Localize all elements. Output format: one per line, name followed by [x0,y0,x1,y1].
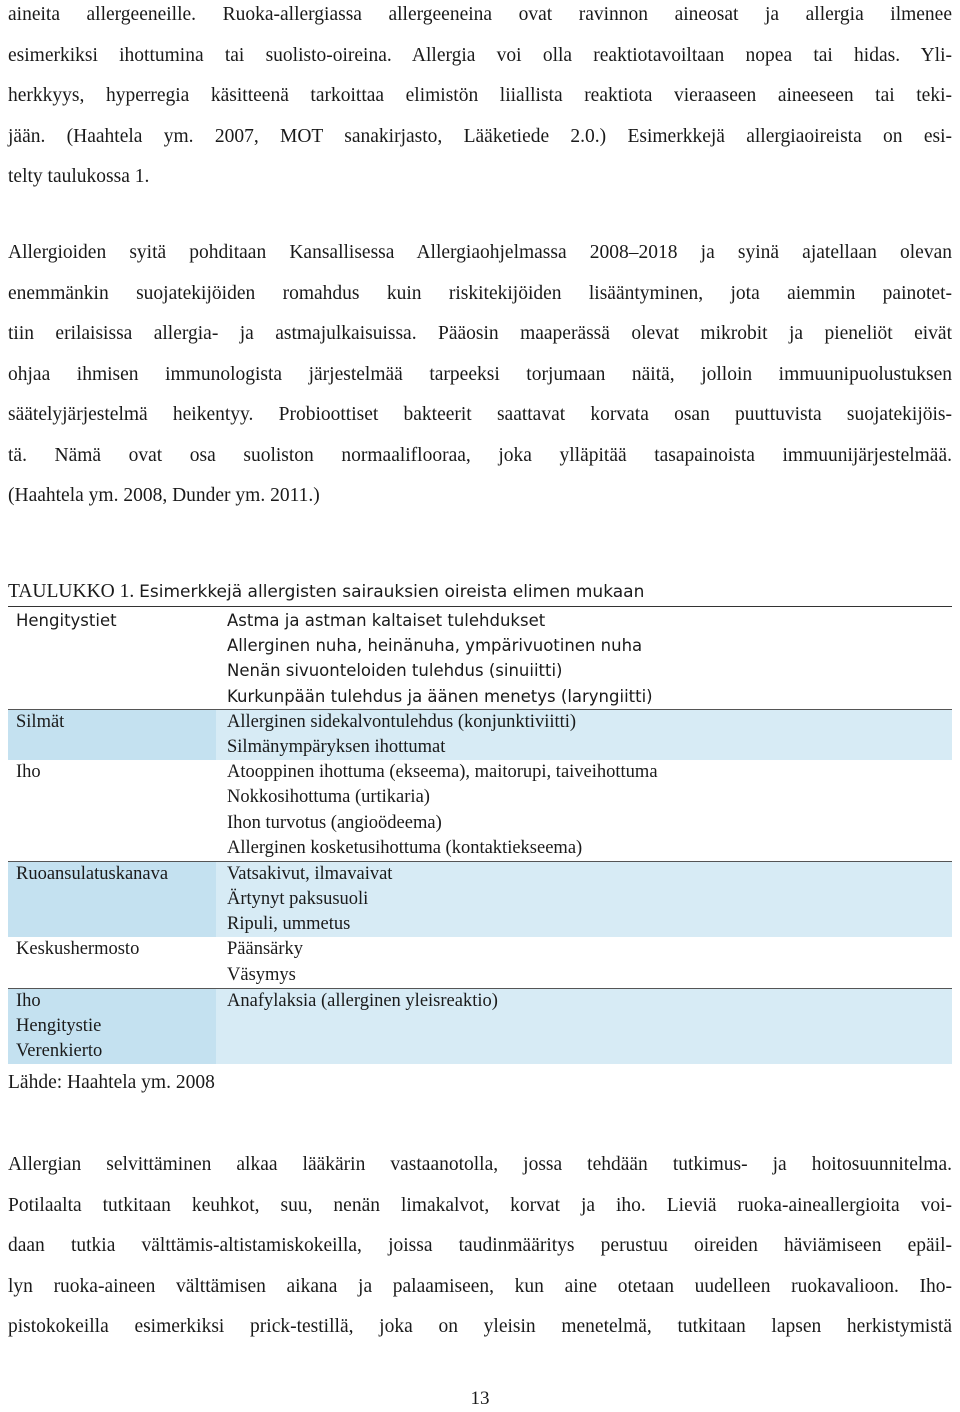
organ-label: Iho [16,762,41,783]
symptom-item: Allerginen sidekalvontulehdus (konjunktiviitti) [227,711,577,732]
table-row [8,862,952,938]
table-row [8,608,952,710]
organ-label: Hengitystiet [16,611,117,630]
table-row [8,937,952,988]
symptom-item: Päänsärky [227,939,304,960]
table-caption-text: Esimerkkejä allergisten sairauksien oireista elimen mukaan [139,582,645,602]
symptom-table [8,608,952,1064]
table-source: Lähde: Haahtela ym. 2008 [8,1072,215,1093]
symptom-item: Atooppinen ihottuma (ekseema), maitorupi, taiveihottuma [227,762,658,783]
organ-label: Hengitystie [16,1016,102,1036]
paragraph-line: lyn ruoka-aineen välttämisen aikana ja palaamiseen, kun aine otetaan uudelleen ruokavalioon. Iho- [8,1275,952,1297]
paragraph-line: telty taulukossa 1. [8,166,150,187]
organ-cell [8,989,216,1065]
organ-cell [8,937,216,987]
paragraph-1 [8,0,952,198]
symptom-item: Ärtynyt paksusuoli [227,889,369,910]
table-row [8,989,952,1065]
organ-cell [8,862,216,938]
paragraph-line: aineita allergeeneille. Ruoka-allergiassa allergeeneina ovat ravinnon aineosat ja allergia ilmenee [8,4,952,25]
organ-label: Ruoansulatuskanava [16,863,169,884]
symptom-item: Nokkosihottuma (urtikaria) [227,787,430,808]
symptoms-cell [216,710,952,760]
organ-label: Iho [16,990,41,1011]
symptom-item: Kurkunpään tulehdus ja äänen menetys (laryngiitti) [227,686,653,706]
symptoms-cell [216,608,952,709]
paragraph-line: herkkyys, hyperregia käsitteenä tarkoittaa elimistön liiallista reaktiota vieraaseen aineeseen tai teki- [8,85,952,106]
table-caption [8,578,952,607]
symptoms-cell [216,937,952,987]
organ-label: Keskushermosto [16,939,140,960]
paragraph-line: Allergioiden syitä pohditaan Kansallisessa Allergiaohjelmassa 2008–2018 ja syinä ajatellaan olevan [8,242,952,263]
organ-cell [8,710,216,760]
symptom-item: Anafylaksia (allerginen yleisreaktio) [227,990,498,1011]
paragraph-line: säätelyjärjestelmä heikentyy. Probioottiset bakteerit saattavat korvata osan puuttuvista suojatekijöis- [8,404,952,425]
symptom-item: Allerginen nuha, heinänuha, ympärivuotinen nuha [227,636,643,656]
organ-label: Verenkierto [16,1041,103,1062]
paragraph-line: (Haahtela ym. 2008, Dunder ym. 2011.) [8,485,320,506]
paragraph-line: Potilaalta tutkitaan keuhkot, suu, nenän limakalvot, korvat ja iho. Lieviä ruoka-aineallergioita voi- [8,1194,952,1216]
organ-label: Silmät [16,711,65,732]
page-number: 13 [470,1388,490,1409]
symptom-item: Vatsakivut, ilmavaivat [227,863,393,884]
symptoms-cell [216,760,952,861]
paragraph-2 [8,233,952,517]
table-caption-label: TAULUKKO 1. [8,581,135,602]
paragraph-3 [8,1145,952,1348]
symptom-item: Silmänympäryksen ihottumat [227,736,446,757]
organ-cell [8,608,216,709]
paragraph-line: ohjaa ihmisen immunologista järjestelmää tarpeeksi torjumaan näitä, jolloin immuunipuolustuksen [8,363,952,385]
symptoms-cell [216,862,952,938]
paragraph-line: tä. Nämä ovat osa suoliston normaaliflooraa, joka ylläpitää tasapainoista immuunijärjestelmää. [8,444,952,466]
paragraph-line: daan tutkia välttämis-altistamiskokeilla, joissa taudinmääritys perustuu oireiden häviämiseen epäil- [8,1235,952,1256]
paragraph-line: Allergian selvittäminen alkaa lääkärin vastaanotolla, jossa tehdään tutkimus- ja hoitosuunnitelma. [8,1154,952,1175]
paragraph-line: enemmänkin suojatekijöiden romahdus kuin riskitekijöiden lisääntyminen, jota aiemmin painotet- [8,282,952,304]
symptom-item: Astma ja astman kaltaiset tulehdukset [227,611,546,630]
table-row [8,760,952,862]
paragraph-line: pistokokeilla esimerkiksi prick-testillä, joka on yleisin menetelmä, tutkitaan lapsen herkistymistä [8,1316,952,1337]
paragraph-line: esimerkiksi ihottumina tai suolisto-oireina. Allergia voi olla reaktiotavoiltaan nopea tai hidas. Yli- [8,44,952,66]
organ-cell [8,760,216,861]
symptom-item: Ihon turvotus (angioödeema) [227,812,442,833]
paragraph-line: jään. (Haahtela ym. 2007, MOT sanakirjasto, Lääketiede 2.0.) Esimerkkejä allergiaoireista on esi- [8,125,952,147]
symptom-item: Väsymys [227,964,296,985]
table-row [8,710,952,760]
symptom-item: Allerginen kosketusihottuma (kontaktiekseema) [227,837,583,858]
symptoms-cell [216,989,952,1065]
symptom-item: Nenän sivuonteloiden tulehdus (sinuiitti) [227,661,563,681]
paragraph-line: tiin erilaisissa allergia- ja astmajulkaisuissa. Pääosin maaperässä olevat mikrobit ja pieneliöt eivät [8,323,952,344]
symptom-item: Ripuli, ummetus [227,914,351,935]
